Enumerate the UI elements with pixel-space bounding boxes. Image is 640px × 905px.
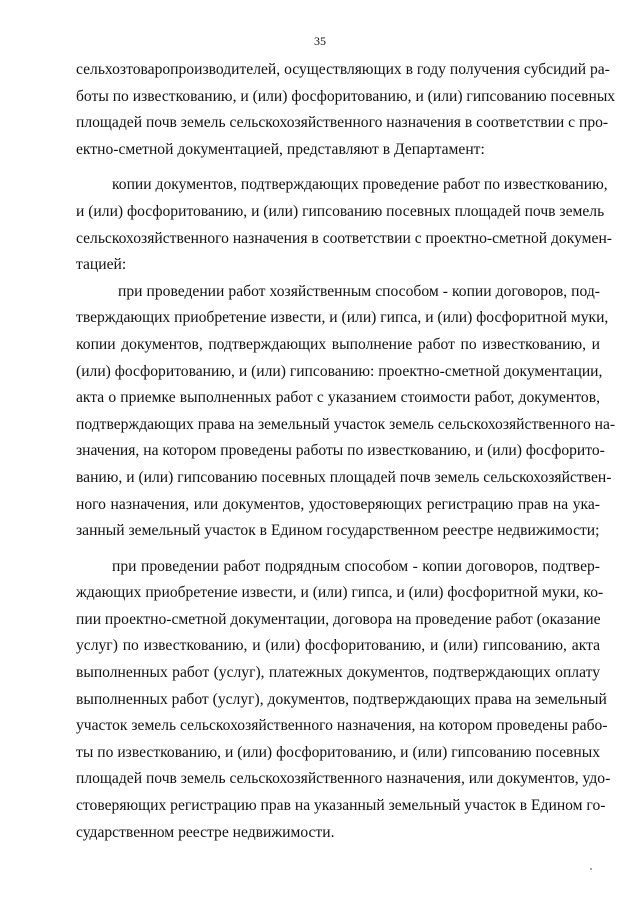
text-line: сельскохозяйственного назначения в соответствии с проектно-сметной докумен- [76, 229, 613, 247]
text-line: ждающих приобретение извести, и (или) гипса, и (или) фосфоритной муки, ко- [76, 584, 604, 602]
text-line: площадей почв земель сельскохозяйственного назначения в соответствии с про- [76, 114, 609, 132]
text-line: при проведении работ подрядным способом - копии договоров, подтвер- [112, 557, 600, 575]
text-line: при проведении работ хозяйственным способом - копии договоров, под- [118, 282, 600, 300]
scan-speck [590, 868, 592, 870]
paragraph-3 [76, 279, 616, 545]
text-line: копии документов, подтверждающих проведение работ по известкованию, [112, 176, 608, 194]
text-line: копии документов, подтверждающих выполнение работ по известкованию, и [76, 335, 600, 353]
text-line: сударственном реестре недвижимости. [76, 823, 335, 841]
paragraph-1 [76, 57, 616, 163]
text-line: значения, на котором проведены работы по известкованию, и (или) фосфорито- [76, 442, 605, 460]
text-line: ного назначения, или документов, удостоверяющих регистрацию прав на ука- [76, 495, 600, 513]
text-line: участок земель сельскохозяйственного назначения, на котором проведены рабо- [76, 717, 608, 735]
text-line: (или) фосфоритованию, и (или) гипсованию: проектно-сметной документации, [76, 362, 603, 380]
text-line: площадей почв земель сельскохозяйственного назначения, или документов, удо- [76, 770, 611, 788]
text-line: занный земельный участок в Едином государственном реестре недвижимости; [76, 522, 600, 540]
paragraph-2 [76, 172, 613, 278]
text-line: тацией: [76, 256, 127, 274]
text-line: услуг) по известкованию, и (или) фосфоритованию, и (или) гипсованию, акта [76, 637, 600, 655]
text-line: подтверждающих права на земельный участок земель сельскохозяйственного на- [76, 415, 616, 433]
page-number: 35 [314, 34, 326, 48]
text-line: и (или) фосфоритованию, и (или) гипсованию посевных площадей почв земель [76, 202, 605, 220]
text-line: стоверяющих регистрацию прав на указанный земельный участок в Едином го- [76, 797, 606, 815]
text-line: ванию, и (или) гипсованию посевных площадей почв земель сельскохозяйствен- [76, 468, 612, 486]
paragraph-4 [76, 554, 611, 847]
text-line: ектно-сметной документацией, представляют в Департамент: [76, 140, 485, 158]
text-line: выполненных работ (услуг), документов, подтверждающих права на земельный [76, 690, 607, 708]
text-line: тверждающих приобретение извести, и (или) гипса, и (или) фосфоритной муки, [76, 309, 609, 327]
text-line: пии проектно-сметной документации, договора на проведение работ (оказание [76, 610, 601, 628]
text-line: боты по известкованию, и (или) фосфоритованию, и (или) гипсованию посевных [76, 87, 616, 105]
text-line: ты по известкованию, и (или) фосфоритованию, и (или) гипсованию посевных [76, 743, 600, 761]
text-line: акта о приемке выполненных работ с указанием стоимости работ, документов, [76, 389, 600, 407]
document-body [76, 57, 616, 846]
text-line: выполненных работ (услуг), платежных документов, подтверждающих оплату [76, 664, 600, 682]
text-line: сельхозтоваропроизводителей, осуществляющих в году получения субсидий ра- [76, 61, 610, 78]
